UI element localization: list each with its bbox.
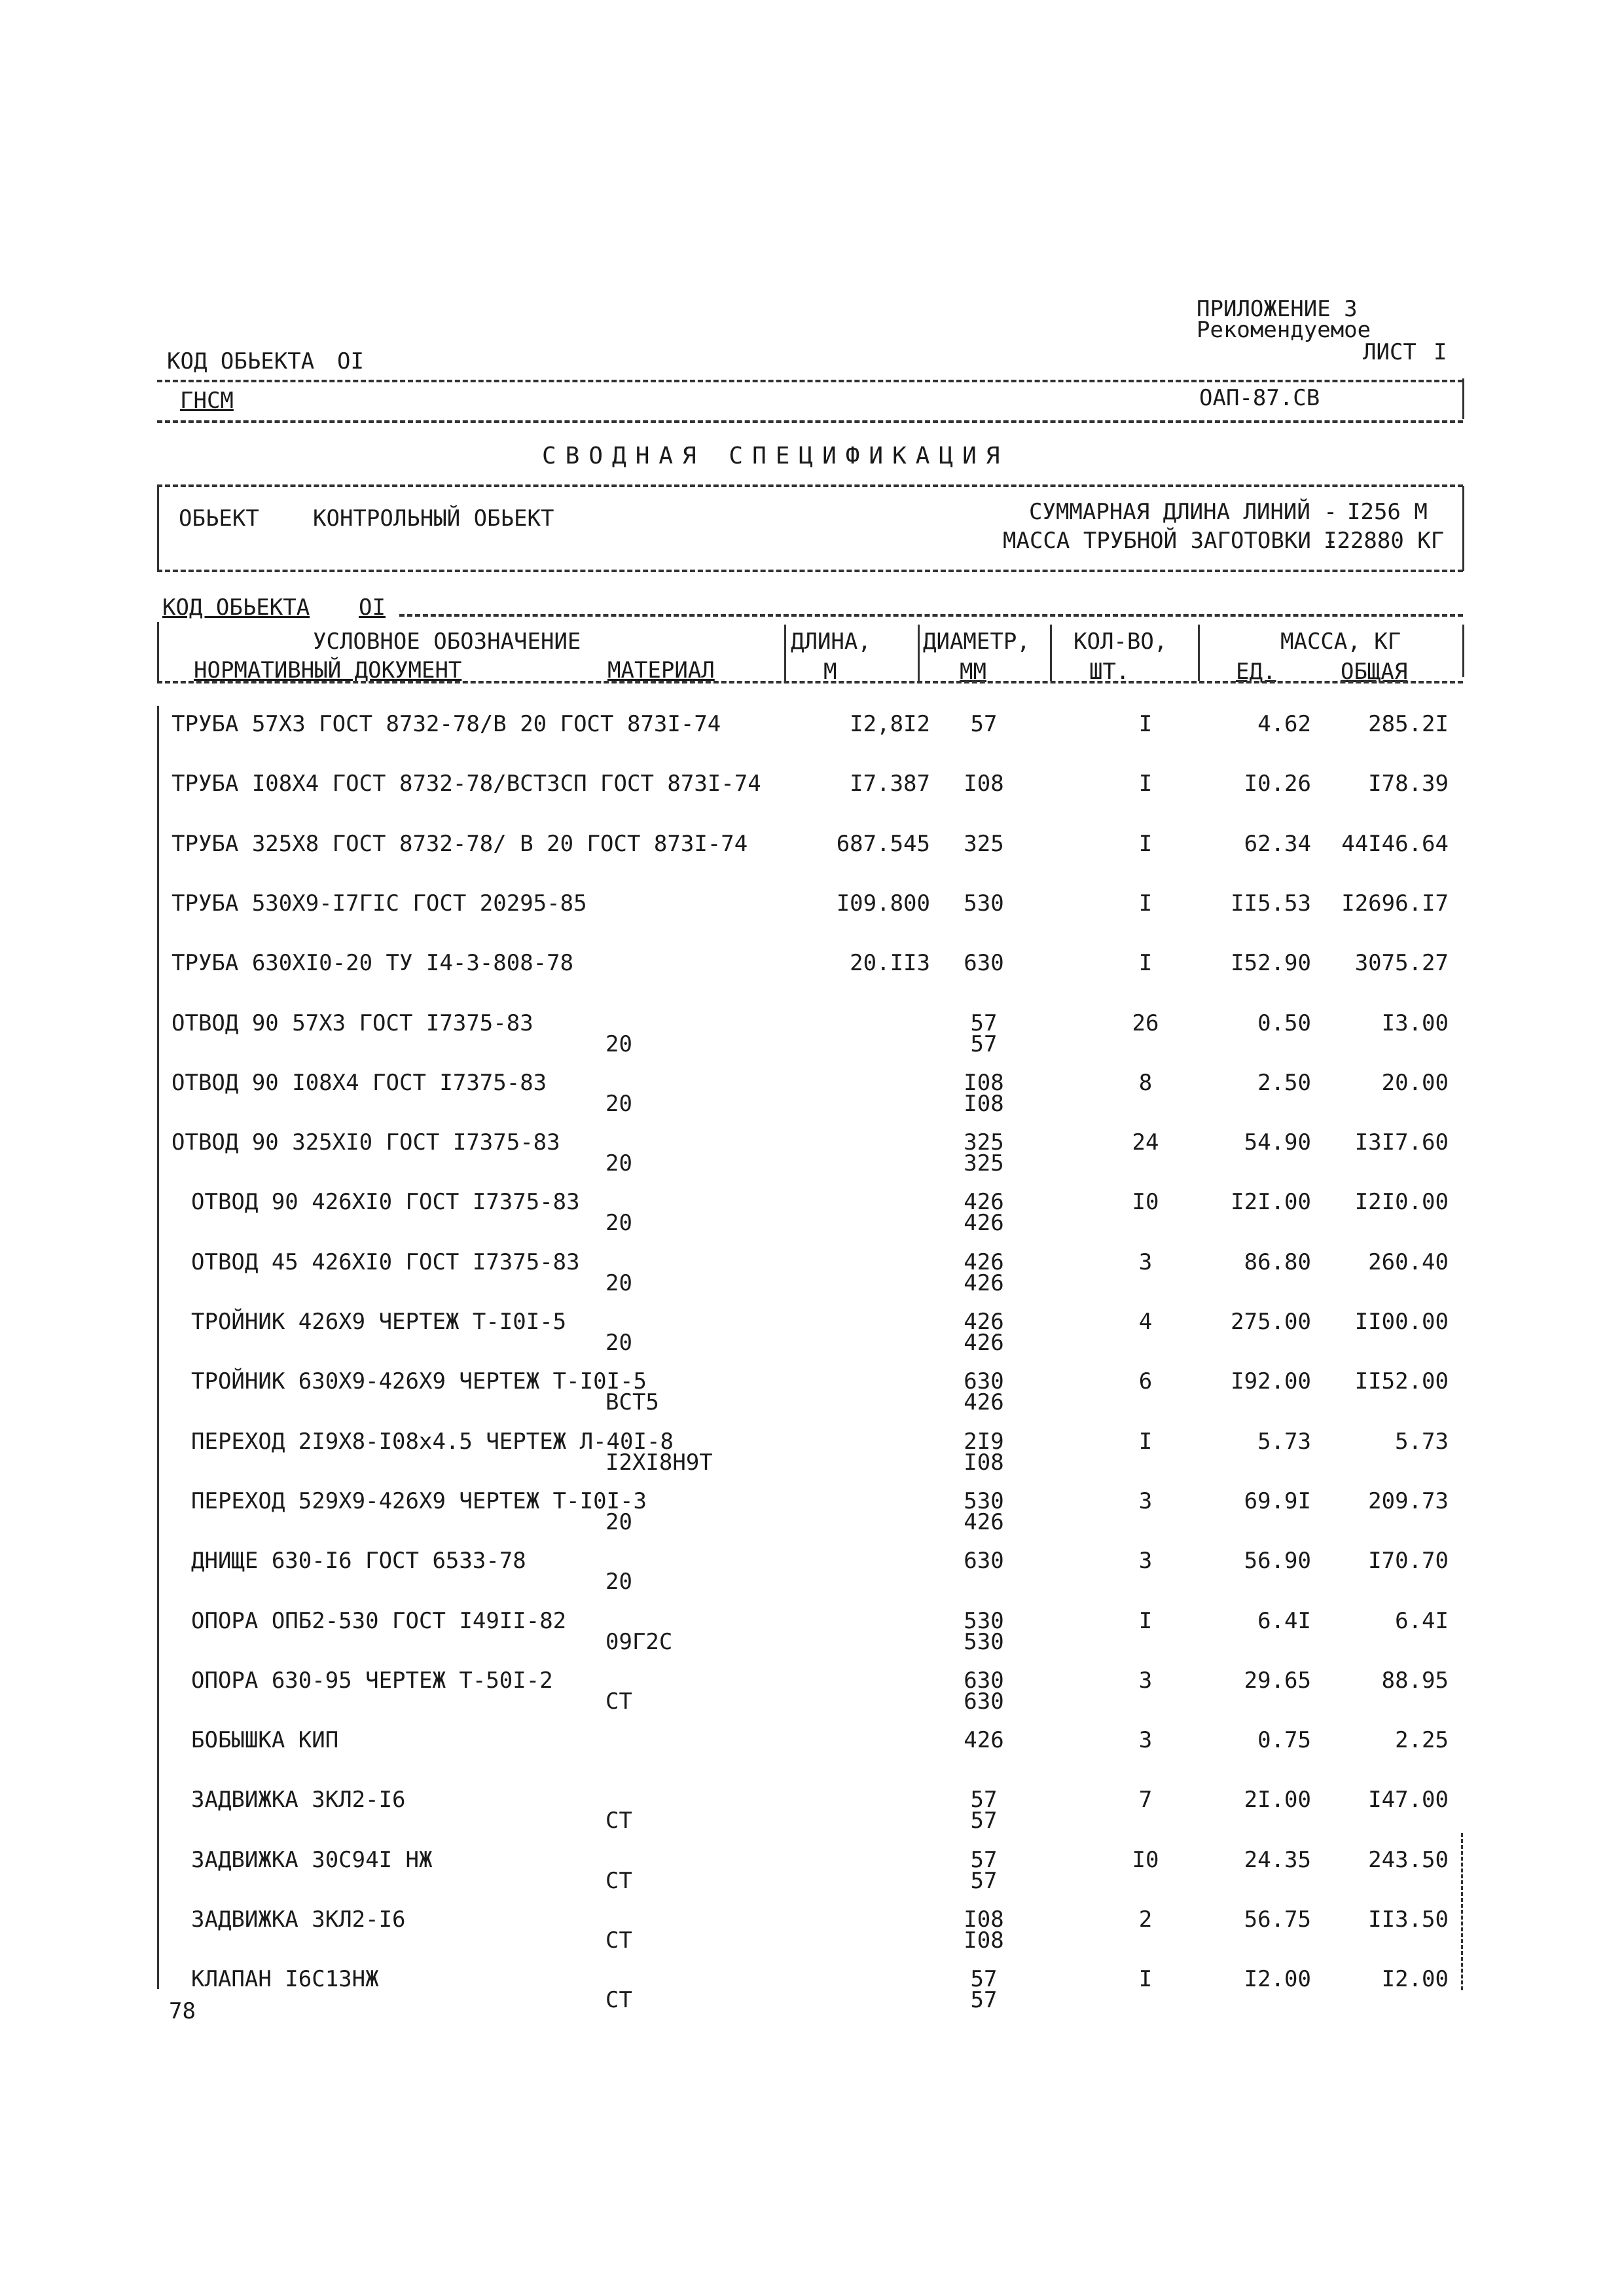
item-total-mass: I2I0.00 xyxy=(1354,1189,1449,1215)
table-row xyxy=(0,1488,1624,1548)
item-name: ОТВОД 90 325ХI0 ГОСТ I7375-83 xyxy=(171,1129,560,1156)
item-unit-mass: 69.9I xyxy=(1244,1488,1311,1514)
table-row xyxy=(0,831,1624,891)
item-material: СТ xyxy=(605,1688,632,1715)
frame-line xyxy=(1462,625,1464,677)
item-unit-mass: 2.50 xyxy=(1257,1070,1311,1096)
item-diameter: 630 xyxy=(964,950,1004,976)
item-unit-mass: 54.90 xyxy=(1244,1129,1311,1156)
total-length-value: I256 М xyxy=(1347,499,1428,525)
table-row xyxy=(0,1129,1624,1190)
item-diameter-2: 426 xyxy=(964,1210,1004,1236)
item-quantity: 6 xyxy=(1138,1368,1153,1394)
table-row xyxy=(0,1429,1624,1489)
table-row xyxy=(0,1548,1624,1608)
col-mass-unit: ЕД. xyxy=(1236,659,1276,685)
item-name: ТРУБА 530Х9-I7ГIС ГОСТ 20295-85 xyxy=(171,890,587,917)
table-row xyxy=(0,711,1624,771)
table-row xyxy=(0,1249,1624,1309)
col-mass-total: ОБЩАЯ xyxy=(1341,659,1408,685)
table-row xyxy=(0,1189,1624,1249)
item-diameter-2: I08 xyxy=(964,1927,1004,1954)
item-material: 20 xyxy=(605,1569,632,1595)
col-quantity-unit: ШТ. xyxy=(1089,659,1130,685)
table-row xyxy=(0,1847,1624,1907)
item-material: 20 xyxy=(605,1031,632,1057)
item-diameter: 426 xyxy=(964,1189,1004,1215)
item-diameter: 530 xyxy=(964,890,1004,917)
item-quantity: I xyxy=(1138,831,1153,857)
table-row xyxy=(0,1368,1624,1429)
item-diameter-2: 426 xyxy=(964,1270,1004,1296)
item-quantity: I0 xyxy=(1132,1189,1159,1215)
item-material: 20 xyxy=(605,1270,632,1296)
item-length: I7.387 xyxy=(850,771,930,797)
frame-line xyxy=(157,486,159,571)
col-designation: УСЛОВНОЕ ОБОЗНАЧЕНИЕ xyxy=(313,629,581,655)
item-total-mass: 20.00 xyxy=(1381,1070,1449,1096)
item-total-mass: 3075.27 xyxy=(1354,950,1449,976)
item-total-mass: 88.95 xyxy=(1381,1667,1449,1694)
item-name: ОПОРА 630-95 ЧЕРТЕЖ Т-50I-2 xyxy=(191,1667,553,1694)
item-diameter-2: 426 xyxy=(964,1330,1004,1356)
item-diameter-2: 57 xyxy=(970,1808,998,1834)
table-row xyxy=(0,1727,1624,1787)
item-material: I2ХI8Н9Т xyxy=(605,1449,713,1476)
item-name: ТРУБА 630ХI0-20 ТУ I4-3-808-78 xyxy=(171,950,574,976)
item-material: ВСТ5 xyxy=(605,1389,659,1415)
table-row xyxy=(0,890,1624,951)
item-name: ТРОЙНИК 426Х9 ЧЕРТЕЖ Т-I0I-5 xyxy=(191,1309,567,1335)
item-quantity: 4 xyxy=(1138,1309,1153,1335)
item-name: ТРОЙНИК 630Х9-426Х9 ЧЕРТЕЖ Т-I0I-5 xyxy=(191,1368,647,1394)
item-unit-mass: I52.90 xyxy=(1231,950,1311,976)
appendix-status: Рекомендуемое xyxy=(1197,317,1371,343)
item-total-mass: I3.00 xyxy=(1381,1010,1449,1036)
object-name: КОНТРОЛЬНЫЙ ОБЬЕКТ xyxy=(313,505,554,532)
item-quantity: I xyxy=(1138,1966,1153,1992)
item-diameter-2: 57 xyxy=(970,1868,998,1894)
item-quantity: 3 xyxy=(1138,1249,1153,1275)
item-name: ТРУБА 325Х8 ГОСТ 8732-78/ В 20 ГОСТ 873I-74 xyxy=(171,831,748,857)
item-unit-mass: 5.73 xyxy=(1257,1429,1311,1455)
frame-line xyxy=(784,625,786,681)
item-material: СТ xyxy=(605,1987,632,2013)
item-diameter: 426 xyxy=(964,1249,1004,1275)
item-total-mass: I47.00 xyxy=(1368,1787,1449,1813)
item-material: СТ xyxy=(605,1808,632,1834)
item-name: ОТВОД 45 426ХI0 ГОСТ I7375-83 xyxy=(191,1249,580,1275)
item-unit-mass: 29.65 xyxy=(1244,1667,1311,1694)
item-diameter: 530 xyxy=(964,1608,1004,1634)
item-name: ЗАДВИЖКА 30С94I НЖ xyxy=(191,1847,433,1873)
item-unit-mass: 56.90 xyxy=(1244,1548,1311,1574)
item-quantity: 2 xyxy=(1138,1906,1153,1933)
frame-line xyxy=(157,622,159,681)
item-quantity: I xyxy=(1138,950,1153,976)
item-unit-mass: 0.50 xyxy=(1257,1010,1311,1036)
table-row xyxy=(0,1070,1624,1130)
item-unit-mass: 4.62 xyxy=(1257,711,1311,737)
item-name: ТРУБА I08Х4 ГОСТ 8732-78/ВСТ3СП ГОСТ 873I-74 xyxy=(171,771,761,797)
divider xyxy=(157,484,1463,487)
item-quantity: 7 xyxy=(1138,1787,1153,1813)
table-row xyxy=(0,771,1624,831)
item-unit-mass: I2.00 xyxy=(1244,1966,1311,1992)
table-row xyxy=(0,1309,1624,1369)
item-total-mass: I70.70 xyxy=(1368,1548,1449,1574)
divider xyxy=(157,570,1463,572)
item-total-mass: II3.50 xyxy=(1368,1906,1449,1933)
col-mass: МАССА, КГ xyxy=(1280,629,1401,655)
organization: ГНСМ xyxy=(180,388,234,414)
table-row xyxy=(0,1787,1624,1847)
item-total-mass: I3I7.60 xyxy=(1354,1129,1449,1156)
table-row xyxy=(0,1608,1624,1668)
item-total-mass: 285.2I xyxy=(1368,711,1449,737)
item-name: ДНИЩЕ 630-I6 ГОСТ 6533-78 xyxy=(191,1548,526,1574)
frame-line xyxy=(1462,378,1464,419)
item-diameter-2: 57 xyxy=(970,1031,998,1057)
item-material: СТ xyxy=(605,1868,632,1894)
item-material: 20 xyxy=(605,1091,632,1117)
item-diameter: I08 xyxy=(964,1070,1004,1096)
frame-line xyxy=(918,625,920,681)
item-diameter: 325 xyxy=(964,831,1004,857)
item-quantity: I0 xyxy=(1132,1847,1159,1873)
frame-line xyxy=(1050,625,1052,681)
item-diameter: 2I9 xyxy=(964,1429,1004,1455)
item-unit-mass: I2I.00 xyxy=(1231,1189,1311,1215)
divider xyxy=(399,614,1463,617)
divider xyxy=(157,380,1463,382)
frame-line xyxy=(1198,625,1200,681)
item-unit-mass: 2I.00 xyxy=(1244,1787,1311,1813)
item-name: ОТВОД 90 57Х3 ГОСТ I7375-83 xyxy=(171,1010,533,1036)
sheet-number: I xyxy=(1434,339,1447,365)
appendix-label: ПРИЛОЖЕНИЕ 3 xyxy=(1197,296,1358,322)
item-diameter: 57 xyxy=(970,1847,998,1873)
item-total-mass: I2.00 xyxy=(1381,1966,1449,1992)
item-total-mass: I78.39 xyxy=(1368,771,1449,797)
item-quantity: 3 xyxy=(1138,1548,1153,1574)
item-name: ОТВОД 90 426ХI0 ГОСТ I7375-83 xyxy=(191,1189,580,1215)
item-quantity: 24 xyxy=(1132,1129,1159,1156)
item-diameter: 325 xyxy=(964,1129,1004,1156)
item-diameter-2: 57 xyxy=(970,1987,998,2013)
divider xyxy=(157,420,1463,423)
item-quantity: I xyxy=(1138,711,1153,737)
item-unit-mass: 6.4I xyxy=(1257,1608,1311,1634)
item-quantity: I xyxy=(1138,1429,1153,1455)
item-total-mass: 209.73 xyxy=(1368,1488,1449,1514)
item-name: ЗАДВИЖКА ЗКЛ2-I6 xyxy=(191,1787,406,1813)
item-quantity: 3 xyxy=(1138,1727,1153,1753)
item-diameter: I08 xyxy=(964,1906,1004,1933)
item-unit-mass: 56.75 xyxy=(1244,1906,1311,1933)
item-length: 20.II3 xyxy=(850,950,930,976)
item-diameter: 426 xyxy=(964,1727,1004,1753)
item-diameter-2: I08 xyxy=(964,1091,1004,1117)
col-material: МАТЕРИАЛ xyxy=(607,657,715,683)
col-length: ДЛИНА, xyxy=(791,629,871,655)
item-diameter-2: 426 xyxy=(964,1389,1004,1415)
col-diameter-unit: ММ xyxy=(960,659,986,685)
item-name: ТРУБА 57Х3 ГОСТ 8732-78/В 20 ГОСТ 873I-74 xyxy=(171,711,721,737)
item-total-mass: 5.73 xyxy=(1395,1429,1449,1455)
item-unit-mass: II5.53 xyxy=(1231,890,1311,917)
item-diameter: 630 xyxy=(964,1368,1004,1394)
section-code-label: КОД ОБЬЕКТА xyxy=(162,594,310,621)
col-diameter: ДИАМЕТР, xyxy=(923,629,1030,655)
page-number: 78 xyxy=(169,1998,196,2024)
item-diameter-2: 325 xyxy=(964,1150,1004,1176)
table-row xyxy=(0,950,1624,1010)
item-unit-mass: I92.00 xyxy=(1231,1368,1311,1394)
item-unit-mass: 62.34 xyxy=(1244,831,1311,857)
item-total-mass: 6.4I xyxy=(1395,1608,1449,1634)
item-name: ПЕРЕХОД 529Х9-426Х9 ЧЕРТЕЖ Т-I0I-3 xyxy=(191,1488,647,1514)
item-total-mass: 260.40 xyxy=(1368,1249,1449,1275)
document-code: ОАП-87.СВ xyxy=(1199,385,1320,411)
item-total-mass: 243.50 xyxy=(1368,1847,1449,1873)
total-length-label: СУММАРНАЯ ДЛИНА ЛИНИЙ - xyxy=(1029,499,1337,525)
item-material: 09Г2С xyxy=(605,1629,673,1655)
item-name: КЛАПАН I6С13НЖ xyxy=(191,1966,379,1992)
item-total-mass: I2696.I7 xyxy=(1341,890,1449,917)
item-unit-mass: 275.00 xyxy=(1231,1309,1311,1335)
item-diameter: 426 xyxy=(964,1309,1004,1335)
item-total-mass: II52.00 xyxy=(1354,1368,1449,1394)
frame-line xyxy=(1462,486,1464,571)
object-label: ОБЬЕКТ xyxy=(179,505,259,532)
item-material: 20 xyxy=(605,1330,632,1356)
item-length: I2,8I2 xyxy=(850,711,930,737)
item-diameter: 57 xyxy=(970,711,998,737)
item-length: I09.800 xyxy=(836,890,930,917)
object-code-label: КОД ОБЬЕКТА xyxy=(167,348,315,374)
item-length: 687.545 xyxy=(836,831,930,857)
document-title: СВОДНАЯ СПЕЦИФИКАЦИЯ xyxy=(542,443,1009,469)
object-code: OI xyxy=(337,348,364,374)
item-quantity: I xyxy=(1138,890,1153,917)
item-unit-mass: I0.26 xyxy=(1244,771,1311,797)
item-name: БОБЫШКА КИП xyxy=(191,1727,339,1753)
item-diameter: I08 xyxy=(964,771,1004,797)
item-diameter-2: 426 xyxy=(964,1509,1004,1535)
item-name: ПЕРЕХОД 2I9Х8-I08х4.5 ЧЕРТЕЖ Л-40I-8 xyxy=(191,1429,674,1455)
item-unit-mass: 24.35 xyxy=(1244,1847,1311,1873)
item-total-mass: II00.00 xyxy=(1354,1309,1449,1335)
item-quantity: 3 xyxy=(1138,1488,1153,1514)
item-material: 20 xyxy=(605,1210,632,1236)
item-quantity: 8 xyxy=(1138,1070,1153,1096)
table-row xyxy=(0,1010,1624,1070)
item-name: ОПОРА ОПБ2-530 ГОСТ I49II-82 xyxy=(191,1608,567,1634)
item-diameter: 630 xyxy=(964,1548,1004,1574)
col-norm-doc: НОРМАТИВНЫЙ ДОКУМЕНТ xyxy=(194,657,462,683)
col-length-unit: М xyxy=(823,659,837,685)
item-diameter-2: 630 xyxy=(964,1688,1004,1715)
sheet-label: ЛИСТ xyxy=(1363,339,1416,365)
table-row xyxy=(0,1906,1624,1967)
col-quantity: КОЛ-ВО, xyxy=(1074,629,1168,655)
item-diameter: 57 xyxy=(970,1010,998,1036)
item-total-mass: 44I46.64 xyxy=(1341,831,1449,857)
divider xyxy=(157,681,1463,683)
item-diameter: 630 xyxy=(964,1667,1004,1694)
item-quantity: I xyxy=(1138,771,1153,797)
item-material: 20 xyxy=(605,1150,632,1176)
item-name: ЗАДВИЖКА ЗКЛ2-I6 xyxy=(191,1906,406,1933)
item-diameter: 530 xyxy=(964,1488,1004,1514)
item-diameter-2: I08 xyxy=(964,1449,1004,1476)
item-diameter: 57 xyxy=(970,1787,998,1813)
item-material: СТ xyxy=(605,1927,632,1954)
section-code: OI xyxy=(359,594,386,621)
item-diameter: 57 xyxy=(970,1966,998,1992)
pipe-mass-label: МАССА ТРУБНОЙ ЗАГОТОВКИ - xyxy=(1003,528,1338,554)
item-unit-mass: 86.80 xyxy=(1244,1249,1311,1275)
pipe-mass-value: I22880 КГ xyxy=(1324,528,1445,554)
item-name: ОТВОД 90 I08Х4 ГОСТ I7375-83 xyxy=(171,1070,547,1096)
item-unit-mass: 0.75 xyxy=(1257,1727,1311,1753)
item-diameter-2: 530 xyxy=(964,1629,1004,1655)
item-quantity: 26 xyxy=(1132,1010,1159,1036)
item-total-mass: 2.25 xyxy=(1395,1727,1449,1753)
item-quantity: 3 xyxy=(1138,1667,1153,1694)
table-row xyxy=(0,1966,1624,2026)
item-quantity: I xyxy=(1138,1608,1153,1634)
table-row xyxy=(0,1667,1624,1728)
item-material: 20 xyxy=(605,1509,632,1535)
